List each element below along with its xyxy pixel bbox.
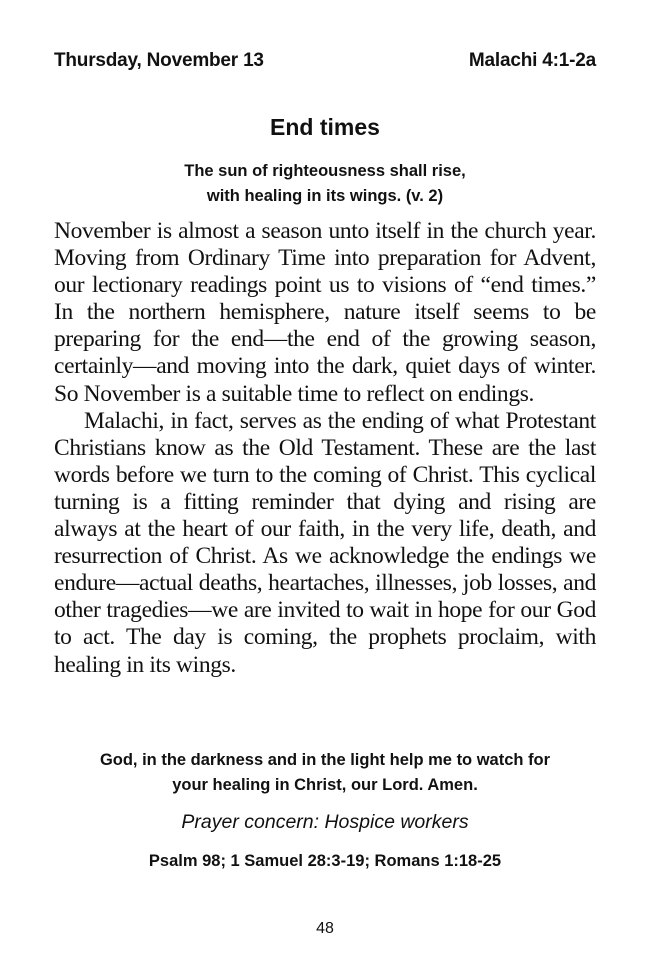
key-verse <box>54 159 596 209</box>
closing-prayer-line-2: your healing in Christ, our Lord. Amen. <box>172 776 478 794</box>
header-date: Thursday, November 13 <box>54 50 264 71</box>
key-verse-line-2: with healing in its wings. (v. 2) <box>206 187 444 205</box>
page-number: 48 <box>316 920 334 937</box>
daily-readings: Psalm 98; 1 Samuel 28:3-19; Romans 1:18-25 <box>148 852 502 870</box>
body-paragraph-1: November is almost a season unto itself in the church year. Moving from Ordinary Time into preparation for Advent, our lectionary readings point us to visions of “end times.” In the northern hemisphere, nature itself seems to be preparing for the end—the end of the growing season, certainly—and moving into the dark, quiet days of winter. So November is a suitable time to reflect on endings. <box>54 218 596 407</box>
closing-prayer-line-1: God, in the darkness and in the light help me to watch for <box>99 751 551 769</box>
closing-prayer <box>54 748 596 798</box>
prayer-concern: Prayer concern: Hospice workers <box>181 811 469 833</box>
devotional-page <box>54 0 596 974</box>
key-verse-line-1: The sun of righteousness shall rise, <box>184 162 466 180</box>
devotion-title: End times <box>270 114 380 140</box>
header-scripture-reference: Malachi 4:1-2a <box>468 50 596 71</box>
page-header <box>54 50 596 72</box>
body-paragraph-2: Malachi, in fact, serves as the ending of what Protestant Christians know as the Old Testament. These are the last words before we turn to the coming of Christ. This cyclical turning is a fitting reminder that dying and rising are always at the heart of our faith, in the very life, death, and resurrection of Christ. As we acknowledge the endings we endure—actual deaths, heartaches, illnesses, job losses, and other tragedies—we are invited to wait in hope for our God to act. The day is coming, the prophets proclaim, with healing in its wings. <box>54 407 596 678</box>
devotion-body <box>54 218 596 679</box>
